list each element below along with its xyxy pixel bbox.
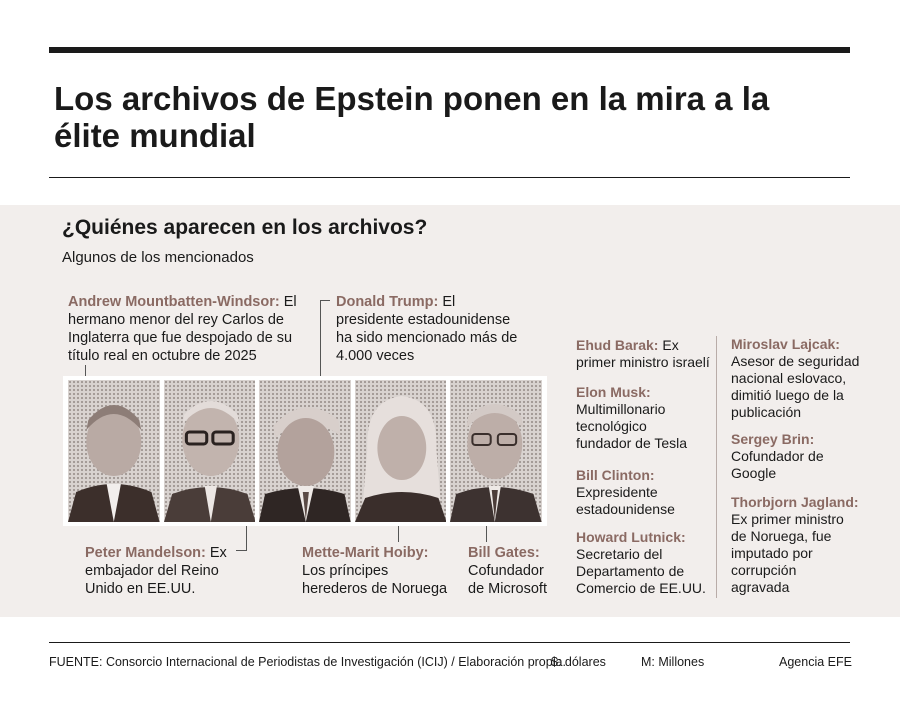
entry-desc: Expresidente estadounidense <box>576 484 675 517</box>
entry-elon-musk <box>576 384 716 452</box>
callout-desc: El hermano menor del rey Carlos de Inglaterra que fue despojado de su título real en octubre de 2025 <box>68 294 297 364</box>
entry-name: Ehud Barak: <box>576 337 659 353</box>
callout-desc: El presidente estadounidense ha sido mencionado más de 4.000 veces <box>336 294 518 364</box>
portrait-andrew <box>68 380 160 522</box>
column-divider <box>716 336 717 598</box>
entry-name: Thorbjorn Jagland: <box>731 494 859 510</box>
entry-miroslav-lajcak <box>731 336 861 421</box>
portrait-trump <box>259 380 351 522</box>
portrait-mette-marit <box>355 380 447 522</box>
leader-trump <box>320 300 321 388</box>
top-rule <box>49 47 850 53</box>
callout-name: Mette-Marit Hoiby: <box>302 545 429 561</box>
leader-mandelson-tick <box>236 550 247 551</box>
callout-desc: Los príncipes herederos de Noruega <box>302 563 448 597</box>
entry-desc: Ex primer ministro de Noruega, fue imputado por corrupción agravada <box>731 511 844 595</box>
entry-thorbjorn-jagland <box>731 494 871 596</box>
headline: Los archivos de Epstein ponen en la mira a la élite mundial <box>54 80 770 154</box>
section-subtitle: Algunos de los mencionados <box>62 249 254 266</box>
entry-desc: Asesor de seguridad nacional eslovaco, dimitió luego de la publicación <box>731 353 860 420</box>
callout-name: Andrew Mountbatten-Windsor: <box>68 294 280 310</box>
entry-name: Miroslav Lajcak: <box>731 336 840 352</box>
entry-name: Bill Clinton: <box>576 467 655 483</box>
entry-desc: Multimillonario tecnológico fundador de Tesla <box>576 401 688 451</box>
section-title: ¿Quiénes aparecen en los archivos? <box>62 216 428 239</box>
entry-howard-lutnick <box>576 529 716 597</box>
leader-mandelson <box>246 522 247 550</box>
footer-millions: M: Millones <box>641 655 705 669</box>
callout-mandelson <box>85 544 235 598</box>
entry-name: Sergey Brin: <box>731 431 815 447</box>
footer-rule <box>49 642 850 643</box>
entry-name: Elon Musk: <box>576 384 651 400</box>
footer-source: FUENTE: Consorcio Internacional de Periodistas de Investigación (ICIJ) / Elaboración propia. <box>49 655 566 669</box>
footer-agency: Agencia EFE <box>779 655 852 669</box>
callout-trump <box>336 293 521 365</box>
callout-gates <box>468 544 553 598</box>
portrait-strip <box>63 376 547 526</box>
portrait-gates <box>450 380 542 522</box>
callout-andrew <box>68 293 303 365</box>
callout-mette-marit <box>302 544 452 598</box>
headline-rule <box>49 177 850 178</box>
entry-sergey-brin <box>731 431 861 482</box>
entry-ehud-barak <box>576 337 716 371</box>
entry-name: Howard Lutnick: <box>576 529 686 545</box>
leader-trump-tick <box>320 300 330 301</box>
callout-name: Bill Gates: <box>468 545 540 561</box>
portrait-mandelson <box>164 380 256 522</box>
entry-desc: Cofundador de Google <box>731 448 824 481</box>
callout-name: Peter Mandelson: <box>85 545 206 561</box>
callout-name: Donald Trump: <box>336 294 439 310</box>
callout-desc: Cofundador de Microsoft <box>468 563 547 597</box>
footer-currency: $: dólares <box>551 655 606 669</box>
callout-desc: Ex embajador del Reino Unido en EE.UU. <box>85 545 227 597</box>
entry-bill-clinton <box>576 467 716 518</box>
entry-desc: Ex primer ministro israelí <box>576 337 710 370</box>
entry-desc: Secretario del Departamento de Comercio de EE.UU. <box>576 546 706 596</box>
